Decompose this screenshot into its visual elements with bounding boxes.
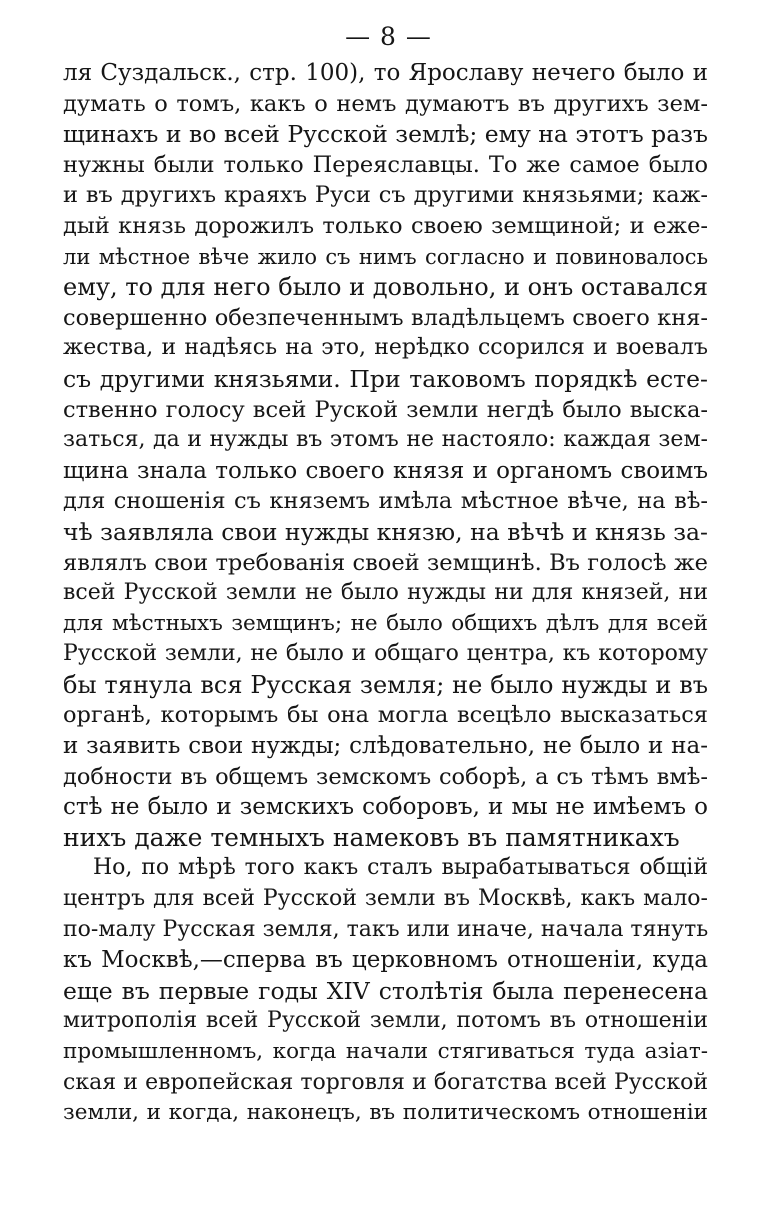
text-line: Русской земли, не было и общаго центра, къ которому	[63, 641, 708, 667]
text-line: чѣ заявляла свои нужды князю, на вѣчѣ и князь за-	[63, 517, 708, 546]
body-text	[63, 58, 708, 1129]
text-line: нихъ даже темныхъ намековъ въ памятникахъ	[63, 822, 680, 852]
text-line: по-малу Русская земля, такъ или иначе, начала тянуть	[63, 916, 709, 942]
text-line: и въ другихъ краяхъ Руси съ другими князьями; каж-	[63, 182, 708, 209]
text-line: ля Суздальск., стр. 100), то Ярославу нечего было и	[63, 60, 708, 86]
text-line: промышленномъ, когда начали стягиваться туда азіат-	[63, 1039, 708, 1064]
paragraph-1	[63, 58, 708, 853]
text-line: къ Москвѣ,—сперва въ церковномъ отношеніи, куда	[63, 947, 708, 974]
text-line: нужны были только Переяславцы. То же самое было	[63, 151, 708, 178]
text-line: совершенно обезпеченнымъ владѣльцемъ своего кня-	[63, 304, 708, 331]
text-line: ли мѣстное вѣче жило съ нимъ согласно и повиновалось	[63, 244, 708, 269]
text-line: дый князь дорожилъ только своею земщиной; и еже-	[63, 212, 708, 239]
text-line: всей Русской земли не было нужды ни для князей, ни	[63, 580, 708, 606]
text-line: органѣ, которымъ бы она могла всецѣло высказаться	[63, 702, 708, 729]
text-line: ственно голосу всей Руской земли негдѣ было выска-	[63, 396, 708, 423]
text-line: бы тянула вся Русская земля; не было нужды и въ	[63, 670, 708, 699]
text-line: ская и европейская торговля и богатства всей Русской	[63, 1069, 708, 1095]
text-line: добности въ общемъ земскомъ соборѣ, а съ тѣмъ вмѣ-	[63, 763, 708, 790]
text-line: жества, и надѣясь на это, нерѣдко ссорился и воевалъ	[63, 335, 708, 361]
paragraph-2	[63, 853, 708, 1128]
text-line: центръ для всей Русской земли въ Москвѣ, какъ мало-	[63, 886, 708, 912]
text-line: заться, да и нужды въ этомъ не настояло: каждая зем-	[63, 427, 708, 453]
text-line: ему, то для него было и довольно, и онъ оставался	[63, 273, 709, 302]
text-line: думать о томъ, какъ о немъ думаютъ въ другихъ зем-	[63, 90, 708, 117]
text-line: земли, и когда, наконецъ, въ политическомъ отношеніи	[63, 1100, 708, 1126]
page-number: — 8 —	[345, 22, 432, 51]
text-line: щинахъ и во всей Русской землѣ; ему на этотъ разъ	[63, 120, 708, 149]
text-line: митрополія всей Русской земли, потомъ въ отношеніи	[63, 1008, 708, 1034]
text-line: для мѣстныхъ земщинъ; не было общихъ дѣлъ для всей	[63, 610, 708, 636]
text-line: стѣ не было и земскихъ соборовъ, и мы не имѣемъ о	[63, 794, 708, 821]
text-line: еще въ первые годы XIV столѣтія была перенесена	[63, 976, 708, 1005]
text-line: для сношенія съ княземъ имѣла мѣстное вѣче, на вѣ-	[63, 488, 708, 515]
text-line: съ другими князьями. При таковомъ порядкѣ есте-	[63, 364, 708, 393]
text-line: являлъ свои требованія своей земщинѣ. Въ голосѣ же	[63, 549, 708, 576]
text-line: и заявить свои нужды; слѣдовательно, не было и на-	[63, 733, 708, 760]
text-line: Но, по мѣрѣ того какъ сталъ вырабатываться общій	[93, 855, 708, 881]
text-line: щина знала только своего князя и органомъ своимъ	[63, 457, 708, 484]
